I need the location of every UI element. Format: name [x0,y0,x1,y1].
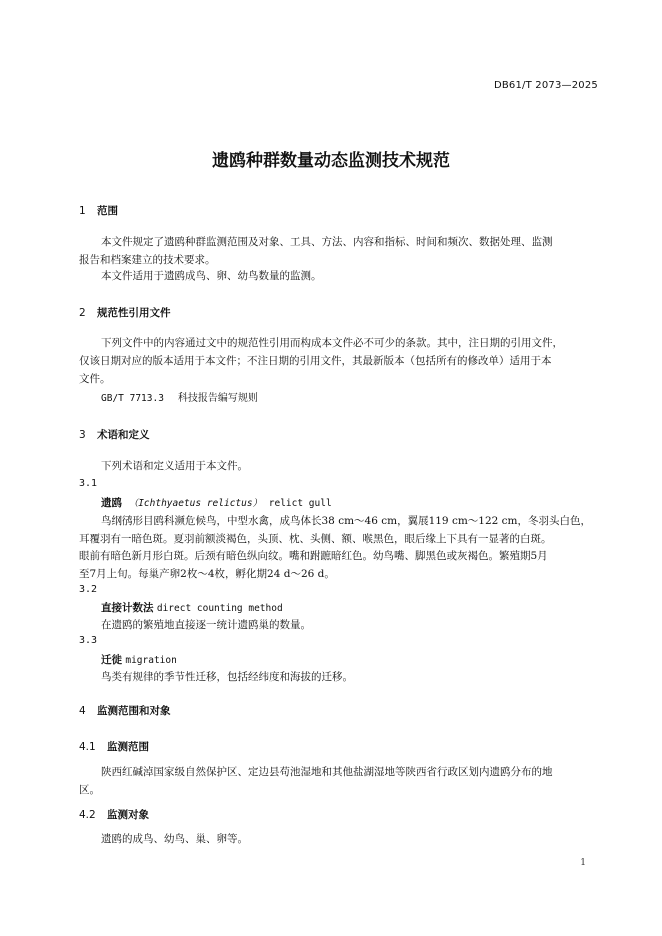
section-4-heading [79,703,171,718]
term-chinese-name: 迁徙 [101,654,122,666]
term-3-1-definition-line-4: 至7月上旬。每巢产卵2枚～4枚，孵化期24 d～26 d。 [79,568,335,580]
section-title: 术语和定义 [97,429,150,441]
term-latin-name: （Ichthyaetus relictus） [128,498,263,509]
section-3-heading [79,427,150,442]
section-number: 3 [79,429,86,441]
term-3-1-definition-line-1: 鸟纲鸻形目鸥科濒危候鸟，中型水禽，成鸟体长38 cm～46 cm，翼展119 cm～122 cm，冬羽头白色， [101,515,592,527]
section-1-heading [79,203,118,218]
term-3-3-definition: 鸟类有规律的季节性迁移，包括经纬度和海拔的迁移。 [101,671,353,683]
term-3-3-number: 3.3 [79,635,98,646]
term-3-1-definition-line-2: 耳覆羽有一暗色斑。夏羽前额淡褐色，头顶、枕、头侧、额、喉黑色，眼后缘上下具有一显著的白斑。 [79,533,552,545]
standard-code: DB61/T 2073—2025 [493,80,598,91]
subsection-4-1-paragraph-line-2: 区。 [79,784,100,796]
term-english-name: migration [125,655,177,666]
term-3-3-heading [101,652,177,667]
section-2-paragraph-line-1: 下列文件中的内容通过文中的规范性引用而构成本文件必不可少的条款。其中，注日期的引用文件， [101,337,563,349]
term-3-1-number: 3.1 [79,478,98,489]
subsection-4-2-heading [79,807,149,822]
reference-code: GB/T 7713.3 [101,393,164,404]
subsection-number: 4.2 [79,809,96,821]
normative-reference [101,389,258,404]
section-2-paragraph-line-3: 文件。 [79,373,111,385]
section-1-paragraph-line-2: 报告和档案建立的技术要求。 [79,254,216,266]
section-1-paragraph-line-1: 本文件规定了遗鸥种群监测范围及对象、工具、方法、内容和指标、时间和频次、数据处理、监测 [101,236,553,248]
section-number: 2 [79,307,86,319]
reference-title: 科技报告编写规则 [177,393,258,404]
section-2-heading [79,305,171,320]
document-title: 遗鸥种群数量动态监测技术规范 [212,151,450,171]
term-3-2-number: 3.2 [79,584,98,595]
subsection-4-1-heading [79,739,149,754]
term-chinese-name: 遗鸥 [101,497,122,509]
subsection-number: 4.1 [79,741,96,753]
term-chinese-name: 直接计数法 [101,602,154,614]
term-english-name: relict gull [268,498,332,509]
page-number: 1 [580,858,586,868]
section-title: 规范性引用文件 [97,307,171,319]
term-3-2-definition: 在遗鸥的繁殖地直接逐一统计遗鸥巢的数量。 [101,619,311,631]
term-3-2-heading [101,600,283,615]
section-title: 监测范围和对象 [97,705,171,717]
term-3-1-definition-line-3: 眼前有暗色新月形白斑。后颈有暗色纵向纹。嘴和跗蹠暗红色。幼鸟嘴、脚黑色或灰褐色。繁殖期5月 [79,550,548,562]
section-number: 4 [79,705,86,717]
section-title: 范围 [97,205,118,217]
section-number: 1 [79,205,86,217]
term-english-name: direct counting method [156,603,283,614]
subsection-4-1-paragraph-line-1: 陕西红碱淖国家级自然保护区、定边县苟池湿地和其他盐湖湿地等陕西省行政区划内遗鸥分布的地 [101,766,553,778]
subsection-4-2-paragraph: 遗鸥的成鸟、幼鸟、巢、卵等。 [101,833,248,845]
subsection-title: 监测范围 [107,741,149,753]
subsection-title: 监测对象 [107,809,149,821]
section-1-paragraph-2: 本文件适用于遗鸥成鸟、卵、幼鸟数量的监测。 [101,270,322,282]
term-3-1-heading [101,495,332,510]
section-2-paragraph-line-2: 仅该日期对应的版本适用于本文件；不注日期的引用文件，其最新版本（包括所有的修改单）适用于本 [79,355,552,367]
section-3-intro: 下列术语和定义适用于本文件。 [101,460,248,472]
